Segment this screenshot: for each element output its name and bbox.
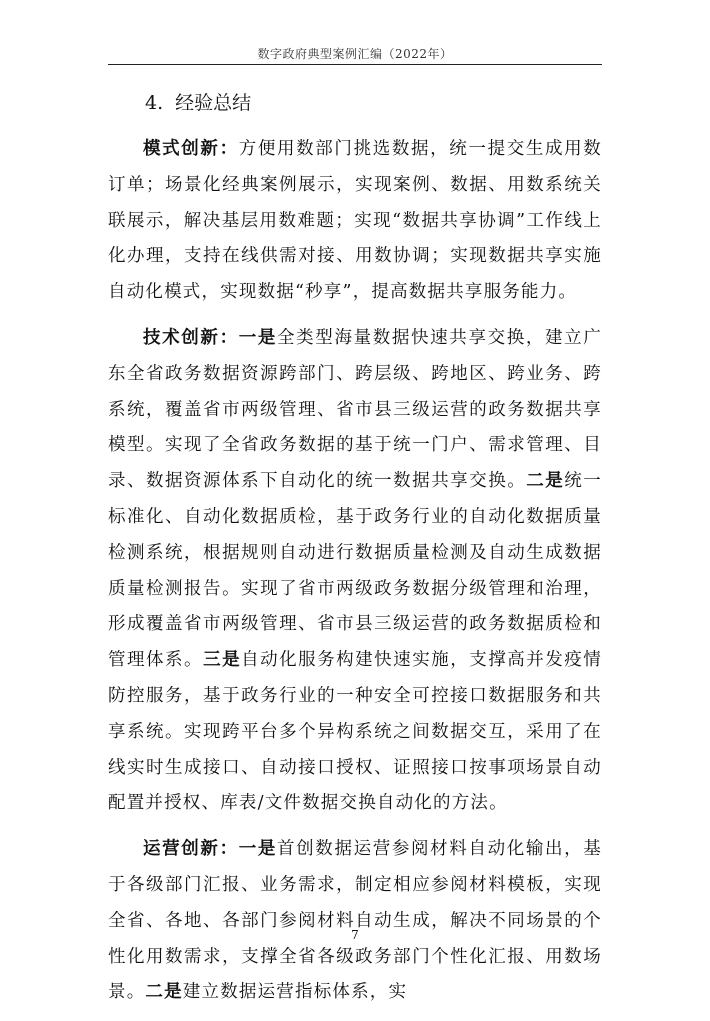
running-header: 数字政府典型案例汇编（2022年）	[257, 47, 453, 61]
header-rule	[108, 64, 602, 65]
paragraph-ops-innovation	[108, 832, 602, 1011]
point-marker: 一是	[238, 839, 278, 860]
paragraph-lead: 模式创新：	[143, 139, 239, 159]
paragraph-lead: 运营创新：	[143, 839, 239, 860]
point-text: 首创数据运营参阅材料自动化输出，基于各级部门汇报、业务需求，制定相应参阅材料模板，实现全省、各地、各部门参阅材料自动生成，解决不同场景的个性化用数需求，支撑全省各级政务部门个性化汇报、用数场景。	[108, 839, 603, 1003]
section-heading	[145, 88, 251, 115]
paragraph-tech-innovation	[108, 321, 602, 822]
point-text: 自动化服务构建快速实施，支撑高并发疫情防控服务，基于政务行业的一种安全可控接口数据服务和共享系统。实现跨平台多个异构系统之间数据交互，采用了在线实时生成接口、自动接口授权、证照接口按事项场景自动配置并授权、库表/文件数据交换自动化的方法。	[108, 650, 602, 814]
point-marker: 一是	[238, 327, 278, 348]
paragraph-lead: 技术创新：	[143, 327, 239, 348]
body-text	[108, 132, 602, 1021]
paragraph-text: 方便用数部门挑选数据，统一提交生成用数订单；场景化经典案例展示，实现案例、数据、用数系统关联展示，解决基层用数难题；实现“数据共享协调”工作线上化办理，支持在线供需对接、用数协调；实现数据共享实施自动化模式，实现数据“秒享”，提高数据共享服务能力。	[108, 139, 602, 303]
point-marker: 三是	[203, 650, 242, 671]
page-number: 7	[351, 928, 359, 942]
point-text: 统一标准化、自动化数据质检，基于政务行业的自动化数据质量检测系统，根据规则自动进行数据质量检测及自动生成数据质量检测报告。实现了省市两级政务数据分级管理和治理，形成覆盖省市两级管理、省市县三级运营的政务数据质检和管理体系。	[108, 471, 602, 671]
paragraph-mode-innovation	[108, 132, 602, 311]
section-title: 经验总结	[175, 92, 252, 114]
point-text: 全类型海量数据快速共享交换，建立广东全省政务数据资源跨部门、跨层级、跨地区、跨业务、跨系统，覆盖省市两级管理、省市县三级运营的政务数据共享模型。实现了全省政务数据的基于统一门户、需求管理、目录、数据资源体系下自动化的统一数据共享交换。	[108, 327, 603, 492]
section-number: 4.	[145, 92, 164, 114]
point-marker: 二是	[526, 471, 565, 492]
point-marker: 二是	[145, 982, 183, 1003]
point-text: 建立数据运营指标体系，实	[182, 982, 408, 1003]
